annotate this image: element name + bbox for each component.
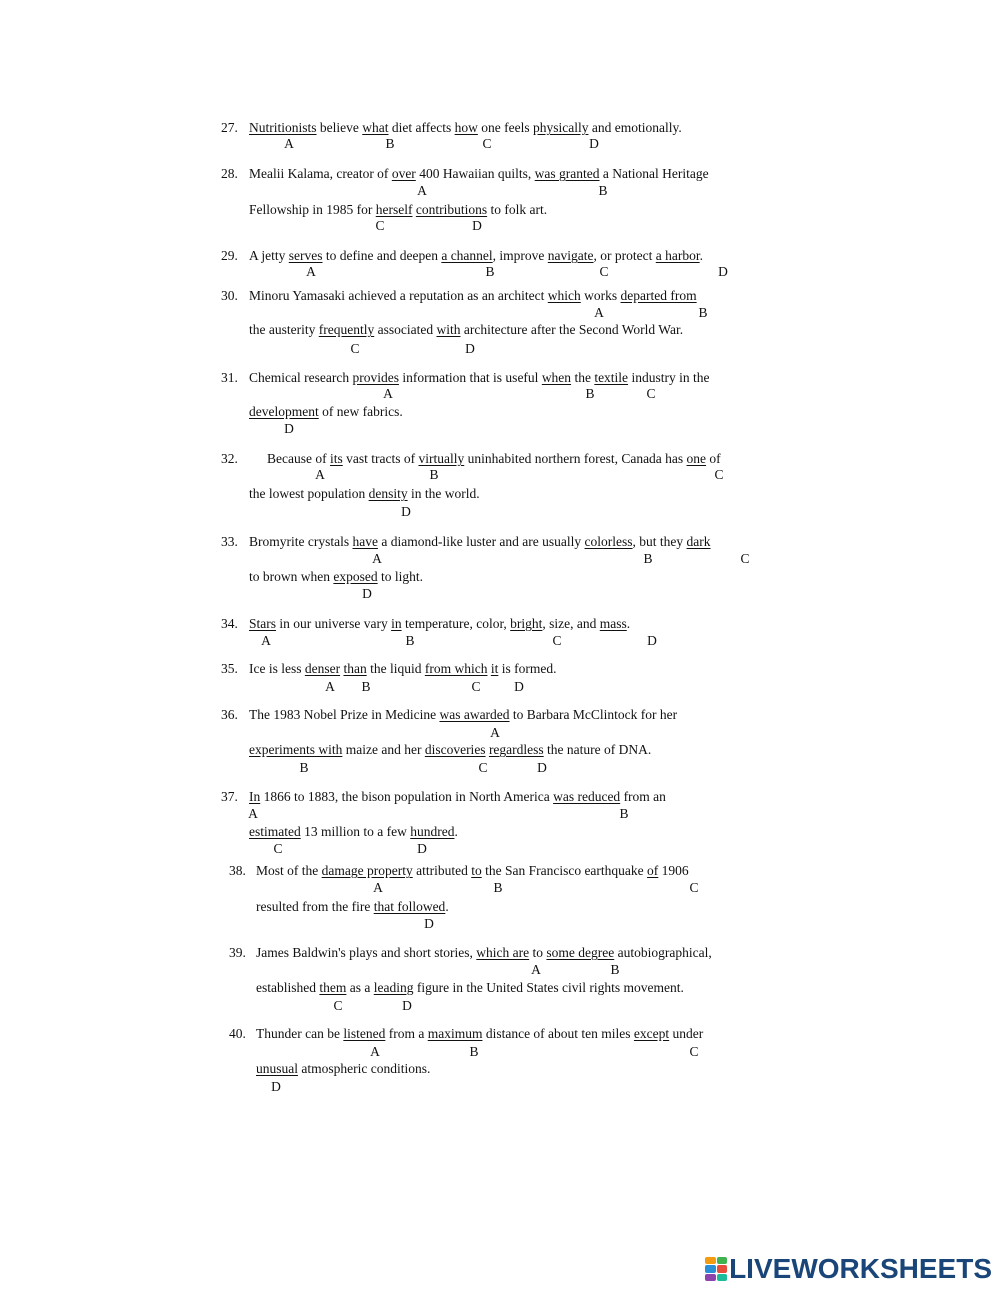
question-text: as a — [346, 980, 374, 995]
underlined-option: was reduced — [553, 789, 621, 804]
question-number: 33. — [221, 534, 238, 549]
underlined-option: leading — [373, 980, 414, 995]
underlined-option: that followed — [373, 899, 446, 914]
question-text: from a — [385, 1026, 428, 1041]
option-letter-a: A — [248, 806, 258, 821]
question-text: of new fabrics. — [318, 404, 403, 419]
question-text: 13 million to a few — [300, 824, 411, 839]
question-text: . — [699, 248, 703, 263]
option-letter-c: C — [714, 467, 724, 482]
question-text: , but they — [632, 534, 687, 549]
underlined-option: than — [343, 661, 367, 676]
underlined-option: its — [329, 451, 343, 466]
question-number: 32. — [221, 451, 238, 466]
question-text: under — [669, 1026, 704, 1041]
underlined-option: with — [436, 322, 461, 337]
option-letter-b: B — [585, 386, 595, 401]
underlined-option: was granted — [534, 166, 600, 181]
option-letter-b: B — [469, 1044, 479, 1059]
option-letter-b: B — [598, 183, 608, 198]
question-text-line — [249, 824, 458, 840]
underlined-option: experiments with — [249, 742, 343, 757]
liveworksheets-logo-icon — [705, 1257, 727, 1281]
question-text-line — [249, 370, 709, 386]
question-text: to define and deepen — [322, 248, 442, 263]
question-text: and emotionally. — [588, 120, 682, 135]
underlined-option: exposed — [333, 569, 378, 584]
question-text: attributed — [412, 863, 472, 878]
question-text: Chemical research — [249, 370, 353, 385]
underlined-option: colorless — [584, 534, 633, 549]
underlined-option: dark — [686, 534, 711, 549]
option-letter-c: C — [478, 760, 488, 775]
underlined-option: in — [391, 616, 402, 631]
question-text-line — [249, 661, 556, 677]
option-letter-b: B — [405, 633, 415, 648]
question-text: James Baldwin's plays and short stories, — [256, 945, 477, 960]
underlined-option: serves — [288, 248, 323, 263]
underlined-option: over — [391, 166, 416, 181]
question-text: resulted from the fire — [256, 899, 374, 914]
option-letter-c: C — [740, 551, 750, 566]
underlined-option: contributions — [415, 202, 488, 217]
underlined-option: Nutritionists — [249, 120, 317, 135]
question-text: established — [256, 980, 320, 995]
question-text: Because of — [267, 451, 330, 466]
option-letter-c: C — [689, 1044, 699, 1059]
underlined-option: except — [633, 1026, 670, 1041]
question-text: vast tracts of — [342, 451, 419, 466]
option-letter-d: D — [647, 633, 657, 648]
question-text: to folk art. — [487, 202, 548, 217]
underlined-option: unusual — [256, 1061, 298, 1076]
question-text: one feels — [477, 120, 533, 135]
underlined-option: how — [454, 120, 478, 135]
option-letter-a: A — [417, 183, 427, 198]
logo-block — [705, 1265, 716, 1272]
question-text: Ice is less — [249, 661, 305, 676]
option-letter-a: A — [261, 633, 271, 648]
question-text: , size, and — [542, 616, 600, 631]
question-text-line — [256, 945, 712, 961]
question-text: figure in the United States civil rights movement. — [413, 980, 684, 995]
option-letter-a: A — [315, 467, 325, 482]
question-text: 1866 to 1883, the bison population in North America — [260, 789, 554, 804]
option-letter-c: C — [552, 633, 562, 648]
question-text: Thunder can be — [256, 1026, 344, 1041]
question-text-line — [249, 202, 547, 218]
underlined-option: what — [362, 120, 389, 135]
option-letter-b: B — [698, 305, 708, 320]
underlined-option: a channel — [441, 248, 493, 263]
question-text: is formed. — [498, 661, 557, 676]
question-text: 1906 — [658, 863, 689, 878]
option-letter-d: D — [718, 264, 728, 279]
option-letter-b: B — [361, 679, 371, 694]
question-text: the San Francisco earthquake — [481, 863, 648, 878]
question-number: 39. — [229, 945, 246, 960]
question-text: Fellowship in 1985 for — [249, 202, 376, 217]
question-text: , or protect — [593, 248, 656, 263]
option-letter-d: D — [424, 916, 434, 931]
question-text-line — [249, 322, 683, 338]
question-number: 27. — [221, 120, 238, 135]
underlined-option: departed from — [620, 288, 697, 303]
question-text: the lowest population — [249, 486, 369, 501]
option-letter-d: D — [472, 218, 482, 233]
underlined-option: which — [547, 288, 581, 303]
option-letter-d: D — [284, 421, 294, 436]
option-letter-d: D — [402, 998, 412, 1013]
question-text: to — [529, 945, 547, 960]
underlined-option: Stars — [249, 616, 276, 631]
option-letter-d: D — [401, 504, 411, 519]
question-text: the austerity — [249, 322, 319, 337]
logo-block — [705, 1257, 716, 1264]
option-letter-d: D — [537, 760, 547, 775]
option-letter-d: D — [514, 679, 524, 694]
question-number: 37. — [221, 789, 238, 804]
underlined-option: maximum — [427, 1026, 483, 1041]
underlined-option: a harbor — [655, 248, 700, 263]
question-text: Most of the — [256, 863, 322, 878]
question-text: associated — [374, 322, 437, 337]
option-letter-a: A — [325, 679, 335, 694]
question-number: 40. — [229, 1026, 246, 1041]
underlined-option: frequently — [318, 322, 375, 337]
question-text: industry in the — [628, 370, 710, 385]
question-text: . — [626, 616, 631, 631]
underlined-option: have — [352, 534, 378, 549]
option-letter-b: B — [299, 760, 309, 775]
underlined-option: of — [647, 863, 659, 878]
question-text: uninhabited northern forest, Canada has — [464, 451, 687, 466]
option-letter-c: C — [646, 386, 656, 401]
underlined-option: to — [471, 863, 482, 878]
option-letter-a: A — [383, 386, 393, 401]
option-letter-d: D — [589, 136, 599, 151]
liveworksheets-brand — [705, 1253, 992, 1285]
underlined-option: regardless — [488, 742, 544, 757]
question-text-line — [249, 707, 677, 723]
underlined-option: estimated — [249, 824, 301, 839]
option-letter-d: D — [362, 586, 372, 601]
question-number: 31. — [221, 370, 238, 385]
question-number: 30. — [221, 288, 238, 303]
option-letter-b: B — [619, 806, 629, 821]
option-letter-d: D — [465, 341, 475, 356]
liveworksheets-wordmark: LIVEWORKSHEETS — [729, 1253, 992, 1284]
question-text: to light. — [377, 569, 424, 584]
question-text-line — [256, 980, 684, 996]
underlined-option: virtually — [418, 451, 465, 466]
question-text-line — [249, 486, 480, 502]
underlined-option: which are — [476, 945, 530, 960]
question-text-line — [249, 288, 697, 304]
question-text: to Barbara McClintock for her — [509, 707, 678, 722]
option-letter-a: A — [306, 264, 316, 279]
question-text: Mealii Kalama, creator of — [249, 166, 392, 181]
question-number: 29. — [221, 248, 238, 263]
question-text-line — [249, 404, 403, 420]
logo-block — [717, 1257, 728, 1264]
underlined-option: damage property — [321, 863, 413, 878]
option-letter-a: A — [373, 880, 383, 895]
option-letter-a: A — [370, 1044, 380, 1059]
question-text: a diamond-like luster and are usually — [377, 534, 585, 549]
option-letter-b: B — [485, 264, 495, 279]
underlined-option: bright — [510, 616, 543, 631]
underlined-option: density — [368, 486, 408, 501]
option-letter-a: A — [490, 725, 500, 740]
question-number: 34. — [221, 616, 238, 631]
question-text-line — [249, 534, 711, 550]
option-letter-b: B — [385, 136, 395, 151]
option-letter-d: D — [417, 841, 427, 856]
underlined-option: textile — [594, 370, 629, 385]
option-letter-b: B — [610, 962, 620, 977]
question-text-line — [249, 742, 651, 758]
underlined-option: development — [249, 404, 319, 419]
question-text: autobiographical, — [614, 945, 712, 960]
underlined-option: denser — [304, 661, 341, 676]
underlined-option: physically — [532, 120, 589, 135]
question-text: A jetty — [249, 248, 289, 263]
underlined-option: from which — [424, 661, 488, 676]
question-text: The 1983 Nobel Prize in Medicine — [249, 707, 440, 722]
option-letter-a: A — [594, 305, 604, 320]
question-number: 38. — [229, 863, 246, 878]
option-letter-c: C — [482, 136, 492, 151]
option-letter-c: C — [333, 998, 343, 1013]
option-letter-a: A — [372, 551, 382, 566]
question-text: in our universe vary — [276, 616, 392, 631]
question-text-line — [256, 1026, 703, 1042]
question-text-line — [256, 863, 689, 879]
logo-block — [717, 1274, 728, 1281]
underlined-option: mass — [599, 616, 627, 631]
question-text-line — [256, 1061, 430, 1077]
option-letter-b: B — [643, 551, 653, 566]
logo-block — [705, 1274, 716, 1281]
question-text: the liquid — [366, 661, 425, 676]
option-letter-c: C — [375, 218, 385, 233]
question-text-line — [249, 248, 703, 264]
option-letter-a: A — [531, 962, 541, 977]
question-text-line — [249, 789, 666, 805]
option-letter-c: C — [350, 341, 360, 356]
option-letter-c: C — [689, 880, 699, 895]
logo-block — [717, 1265, 728, 1272]
question-text: works — [580, 288, 621, 303]
question-text: the nature of DNA. — [543, 742, 652, 757]
question-text: of — [706, 451, 721, 466]
option-letter-a: A — [284, 136, 294, 151]
underlined-option: was awarded — [439, 707, 510, 722]
question-text: the — [571, 370, 595, 385]
question-number: 35. — [221, 661, 238, 676]
underlined-option: herself — [375, 202, 413, 217]
question-text: maize and her — [342, 742, 425, 757]
option-letter-d: D — [271, 1079, 281, 1094]
underlined-option: navigate — [547, 248, 594, 263]
underlined-option: hundred — [410, 824, 455, 839]
question-text-line — [249, 616, 630, 632]
question-number: 36. — [221, 707, 238, 722]
underlined-option: when — [541, 370, 572, 385]
question-text-line — [249, 120, 682, 136]
question-text-line — [267, 451, 721, 467]
question-text: architecture after the Second World War. — [460, 322, 684, 337]
question-text: atmospheric conditions. — [298, 1061, 431, 1076]
question-text: . — [454, 824, 458, 839]
question-text: information that is useful — [398, 370, 542, 385]
option-letter-c: C — [599, 264, 609, 279]
underlined-option: them — [319, 980, 347, 995]
question-text: , improve — [492, 248, 548, 263]
underlined-option: In — [249, 789, 261, 804]
question-text: believe — [316, 120, 363, 135]
underlined-option: one — [686, 451, 707, 466]
question-text: Minoru Yamasaki achieved a reputation as an architect — [249, 288, 548, 303]
question-text-line — [249, 166, 709, 182]
option-letter-c: C — [471, 679, 481, 694]
question-number: 28. — [221, 166, 238, 181]
underlined-option: provides — [352, 370, 399, 385]
question-text: distance of about ten miles — [482, 1026, 634, 1041]
question-text: Bromyrite crystals — [249, 534, 353, 549]
underlined-option: it — [490, 661, 499, 676]
question-text: 400 Hawaiian quilts, — [415, 166, 535, 181]
underlined-option: discoveries — [424, 742, 486, 757]
option-letter-c: C — [273, 841, 283, 856]
question-text: from an — [620, 789, 666, 804]
question-text: a National Heritage — [599, 166, 709, 181]
question-text-line — [249, 569, 423, 585]
underlined-option: listened — [343, 1026, 386, 1041]
question-text-line — [256, 899, 449, 915]
question-text: in the world. — [407, 486, 480, 501]
question-text: to brown when — [249, 569, 334, 584]
option-letter-b: B — [429, 467, 439, 482]
underlined-option: some degree — [546, 945, 615, 960]
question-text: diet affects — [388, 120, 455, 135]
option-letter-b: B — [493, 880, 503, 895]
question-text: temperature, color, — [401, 616, 511, 631]
question-text: . — [445, 899, 449, 914]
